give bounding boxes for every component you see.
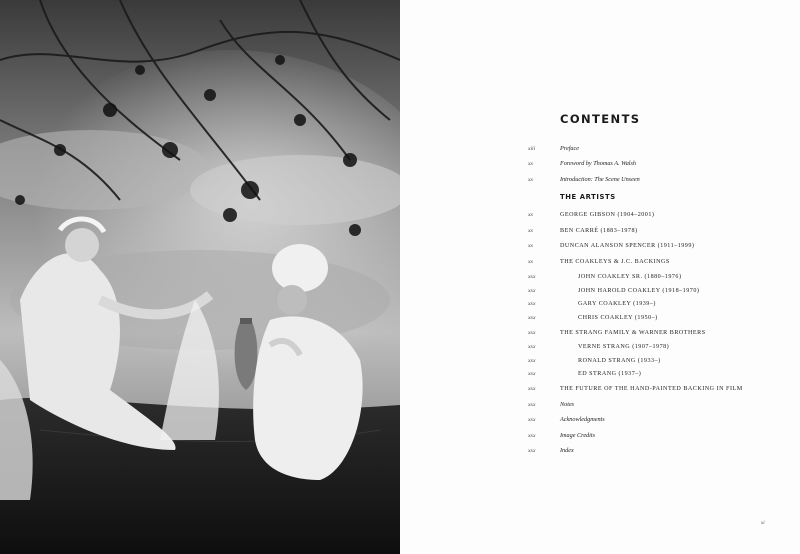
toc-title: THE FUTURE OF THE HAND-PAINTED BACKING IN FILM — [560, 386, 743, 392]
toc-page-number: xxx — [528, 330, 536, 336]
toc-title: Foreword by Thomas A. Walsh — [560, 160, 637, 167]
toc-title: Introduction: The Scene Unseen — [560, 176, 640, 183]
contents-title: CONTENTS — [560, 112, 641, 126]
page-folio: xi — [761, 521, 765, 526]
toc-entry-chris-coakley[interactable] — [400, 312, 800, 324]
toc-title: Preface — [560, 145, 580, 152]
toc-title: GEORGE GIBSON (1904–2001) — [560, 212, 655, 218]
toc-title: THE COAKLEYS & J.C. BACKINGS — [560, 259, 670, 265]
toc-page-number: xx — [528, 177, 533, 183]
toc-entry-gary-coakley[interactable] — [400, 298, 800, 310]
toc-entry-verne-strang[interactable] — [400, 341, 800, 353]
toc-entry-john-harold-coakley[interactable] — [400, 285, 800, 297]
toc-entry-coakleys[interactable] — [400, 256, 800, 268]
toc-entry-ronald-strang[interactable] — [400, 355, 800, 367]
toc-page-number: xx — [528, 259, 533, 265]
toc-entry-index[interactable] — [400, 445, 800, 457]
toc-title: CHRIS COAKLEY (1950–) — [578, 315, 658, 321]
toc-page-number: xiii — [528, 146, 536, 152]
toc-title: Image Credits — [560, 432, 596, 439]
toc-title: VERNE STRANG (1907–1978) — [578, 344, 670, 350]
toc-page-number: xxx — [528, 288, 536, 294]
toc-page-number: xxx — [528, 433, 536, 439]
toc-title: THE STRANG FAMILY & WARNER BROTHERS — [560, 330, 706, 336]
toc-title: BEN CARRÉ (1883–1978) — [560, 228, 638, 234]
toc-page-number: xxx — [528, 402, 536, 408]
toc-entry-ed-strang[interactable] — [400, 368, 800, 380]
toc-page-number: xxx — [528, 448, 536, 454]
toc-page-number: xxx — [528, 344, 536, 350]
toc-page-number: xx — [528, 212, 533, 218]
toc-title: RONALD STRANG (1933–) — [578, 358, 661, 364]
toc-page-number: xxx — [528, 315, 536, 321]
toc-entry-duncan-spencer[interactable] — [400, 240, 800, 252]
toc-title: ED STRANG (1937–) — [578, 371, 642, 377]
toc-page-number: xx — [528, 228, 533, 234]
toc-entry-john-coakley-sr[interactable] — [400, 271, 800, 283]
toc-title: JOHN COAKLEY SR. (1880–1976) — [578, 274, 682, 280]
toc-page-number: xxx — [528, 301, 536, 307]
toc-title: Acknowledgments — [560, 416, 605, 423]
toc-entry-preface[interactable] — [400, 143, 800, 155]
toc-page-number: xx — [528, 243, 533, 249]
toc-entry-foreword[interactable] — [400, 158, 800, 170]
toc-entry-introduction[interactable] — [400, 174, 800, 186]
toc-page-number: xxx — [528, 386, 536, 392]
table-of-contents — [400, 0, 800, 554]
toc-entry-image-credits[interactable] — [400, 430, 800, 442]
toc-entry-acknowledgments[interactable] — [400, 414, 800, 426]
toc-entry-notes[interactable] — [400, 399, 800, 411]
toc-title: Index — [560, 447, 574, 454]
toc-title: JOHN HAROLD COAKLEY (1918–1970) — [578, 288, 700, 294]
toc-entry-strang-family[interactable] — [400, 327, 800, 339]
toc-title: GARY COAKLEY (1939–) — [578, 301, 656, 307]
toc-entry-future-backing[interactable] — [400, 383, 800, 395]
toc-page-number: xxx — [528, 417, 536, 423]
toc-page-number: xx — [528, 161, 533, 167]
section-heading-artists: THE ARTISTS — [560, 193, 616, 201]
toc-title: DUNCAN ALANSON SPENCER (1911–1999) — [560, 243, 695, 249]
toc-entry-george-gibson[interactable] — [400, 209, 800, 221]
toc-title: Notes — [560, 401, 575, 408]
toc-page-number: xxx — [528, 371, 536, 377]
toc-entry-ben-carre[interactable] — [400, 225, 800, 237]
contents-page — [400, 0, 800, 554]
toc-page-number: xxx — [528, 358, 536, 364]
toc-page-number: xxx — [528, 274, 536, 280]
